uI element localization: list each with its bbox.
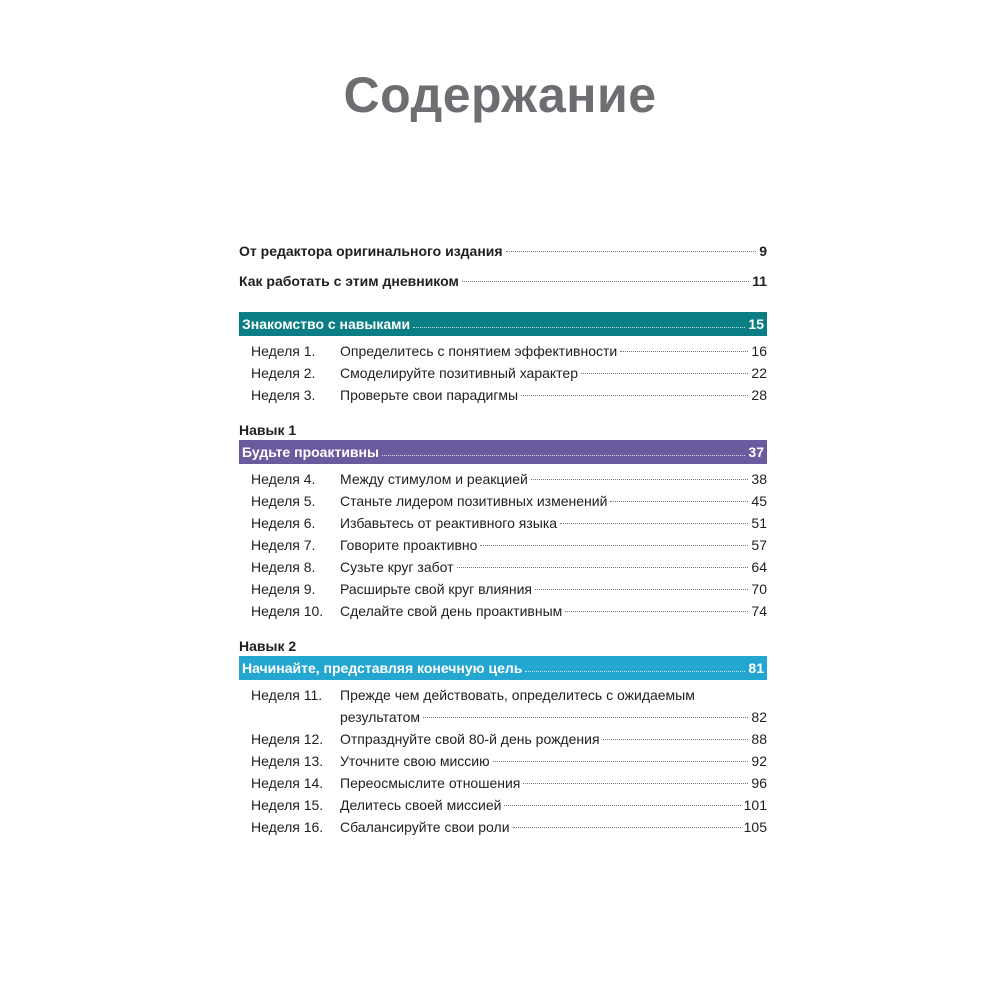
week-title: Отпразднуйте свой 80-й день рождения: [340, 731, 600, 747]
week-number: Неделя 3.: [251, 387, 316, 403]
section-bar-title: Начинайте, представляя конечную цель: [242, 660, 523, 676]
week-title-line-2-row: [340, 706, 767, 728]
week-title: Делитесь своей миссией: [340, 797, 502, 813]
toc-entry-page: 11: [752, 273, 767, 289]
toc-entry-title: Как работать с этим дневником: [239, 273, 459, 289]
week-page: 51: [751, 515, 767, 531]
leader-dots: [603, 739, 749, 740]
week-page: 101: [743, 797, 767, 813]
week-title: Говорите проактивно: [340, 537, 478, 553]
leader-dots: [523, 783, 748, 784]
leader-dots: [521, 395, 748, 396]
week-number: Неделя 15.: [251, 797, 324, 813]
week-page: 22: [751, 365, 767, 381]
section-habit-2: [239, 636, 767, 838]
week-entry[interactable]: [239, 728, 767, 750]
section-habit-1: [239, 420, 767, 622]
week-number: Неделя 16.: [251, 819, 324, 835]
week-title: Смоделируйте позитивный характер: [340, 365, 579, 381]
week-entry[interactable]: [239, 384, 767, 406]
week-number: Неделя 12.: [251, 731, 324, 747]
week-title: Расширьте свой круг влияния: [340, 581, 532, 597]
leader-dots: [413, 327, 745, 328]
habit-label: Навык 2: [239, 638, 297, 654]
leader-dots: [513, 827, 741, 828]
section-bar-habit-1[interactable]: [239, 440, 767, 464]
week-page: 96: [751, 775, 767, 791]
section-intro: [239, 312, 767, 406]
week-page: 45: [751, 493, 767, 509]
leader-dots: [423, 717, 748, 718]
week-entry[interactable]: [239, 468, 767, 490]
week-entry[interactable]: [239, 340, 767, 362]
week-entry[interactable]: [239, 794, 767, 816]
week-page: 57: [751, 537, 767, 553]
week-number: Неделя 2.: [251, 365, 316, 381]
week-number: Неделя 13.: [251, 753, 324, 769]
section-bar-page: 15: [748, 316, 764, 332]
week-number: Неделя 14.: [251, 775, 324, 791]
week-entry[interactable]: [239, 362, 767, 384]
week-number: Неделя 6.: [251, 515, 316, 531]
section-bar-page: 81: [748, 660, 764, 676]
week-title: Избавьтесь от реактивного языка: [340, 515, 558, 531]
week-number: Неделя 4.: [251, 471, 316, 487]
leader-dots: [610, 501, 748, 502]
week-title-block: [340, 684, 767, 728]
week-number: Неделя 9.: [251, 581, 316, 597]
leader-dots: [493, 761, 749, 762]
week-page: 92: [751, 753, 767, 769]
leader-dots: [620, 351, 748, 352]
week-entry[interactable]: [239, 490, 767, 512]
toc-entry-title: От редактора оригинального издания: [239, 243, 503, 259]
week-page: 105: [743, 819, 767, 835]
week-title: Сбалансируйте свои роли: [340, 819, 510, 835]
week-entry[interactable]: [239, 556, 767, 578]
week-entry[interactable]: [239, 816, 767, 838]
week-entry[interactable]: [239, 772, 767, 794]
week-title: Определитесь с понятием эффективности: [340, 343, 618, 359]
leader-dots: [480, 545, 748, 546]
week-number: Неделя 7.: [251, 537, 316, 553]
section-bar-title: Знакомство с навыками: [242, 316, 411, 332]
leader-dots: [560, 523, 748, 524]
week-entry[interactable]: [239, 534, 767, 556]
week-page: 88: [751, 731, 767, 747]
week-page: 38: [751, 471, 767, 487]
leader-dots: [457, 567, 749, 568]
toc-entry[interactable]: [239, 240, 767, 262]
page-title: Содержание: [343, 67, 657, 123]
week-page: 70: [751, 581, 767, 597]
leader-dots: [581, 373, 748, 374]
section-bar-habit-2[interactable]: [239, 656, 767, 680]
leader-dots: [535, 589, 748, 590]
leader-dots: [531, 479, 749, 480]
leader-dots: [462, 281, 749, 282]
week-number: Неделя 8.: [251, 559, 316, 575]
section-bar-title: Будьте проактивны: [242, 444, 379, 460]
week-entry[interactable]: [239, 750, 767, 772]
week-page: 64: [751, 559, 767, 575]
leader-dots: [506, 251, 757, 252]
week-page: 82: [751, 709, 767, 725]
week-entry[interactable]: [239, 578, 767, 600]
week-title: Сделайте свой день проактивным: [340, 603, 563, 619]
week-number: Неделя 11.: [251, 687, 323, 703]
week-title: Сузьте круг забот: [340, 559, 454, 575]
week-number: Неделя 5.: [251, 493, 316, 509]
habit-label: Навык 1: [239, 422, 297, 438]
leader-dots: [382, 455, 745, 456]
section-bar-intro[interactable]: [239, 312, 767, 336]
section-bar-page: 37: [748, 444, 764, 460]
week-title-line-1: Прежде чем действовать, определитесь с ожидаемым: [340, 687, 695, 703]
leader-dots: [504, 805, 740, 806]
week-entry[interactable]: [239, 684, 767, 728]
week-title-line-2: результатом: [340, 709, 420, 725]
week-page: 16: [751, 343, 767, 359]
week-title: Станьте лидером позитивных изменений: [340, 493, 608, 509]
week-number: Неделя 1.: [251, 343, 316, 359]
leader-dots: [565, 611, 748, 612]
week-entry[interactable]: [239, 512, 767, 534]
leader-dots: [525, 671, 745, 672]
week-page: 28: [751, 387, 767, 403]
toc-entry-page: 9: [759, 243, 767, 259]
week-title: Уточните свою миссию: [340, 753, 490, 769]
toc-entry[interactable]: [239, 270, 767, 292]
week-number: Неделя 10.: [251, 603, 324, 619]
week-title: Между стимулом и реакцией: [340, 471, 528, 487]
week-entry[interactable]: [239, 600, 767, 622]
week-page: 74: [751, 603, 767, 619]
week-title: Переосмыслите отношения: [340, 775, 521, 791]
week-title: Проверьте свои парадигмы: [340, 387, 519, 403]
table-of-contents: [239, 240, 767, 838]
